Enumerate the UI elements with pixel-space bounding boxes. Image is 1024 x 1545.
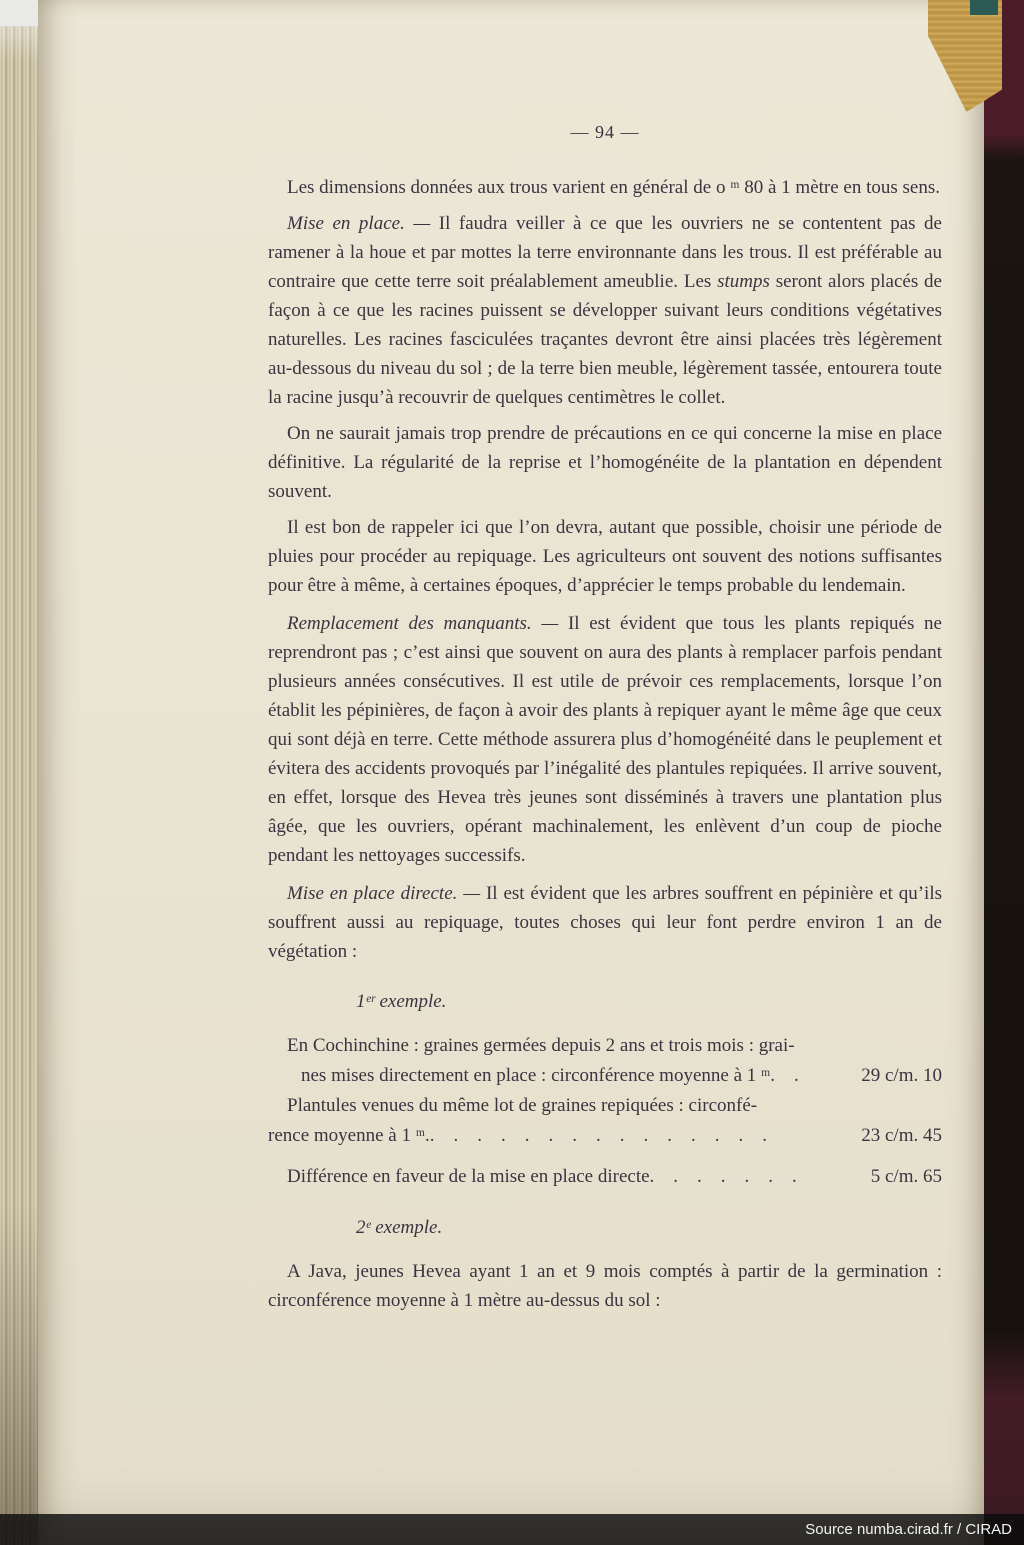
- measure-text: Plantules venues du même lot de graines repiquées : circonfé-: [287, 1095, 758, 1116]
- book-cover-corner-detail: [970, 0, 998, 15]
- example-1-table: [268, 1031, 942, 1192]
- paragraph-lead: Mise en place. —: [287, 213, 439, 234]
- paragraph: [268, 513, 942, 600]
- paragraph-text: On ne saurait jamais trop prendre de précautions en ce qui concerne la mise en place définitive. La régularité de la reprise et l’homogénéite de la plantation en dépendent souvent.: [268, 423, 942, 502]
- paragraph-emphasis: stumps: [717, 271, 770, 292]
- measure-text: nes mises directement en place : circonférence moyenne à 1 ᵐ. .: [301, 1065, 799, 1086]
- example-2-heading: 2ᵉ exemple.: [356, 1217, 443, 1238]
- paragraph: A Java, jeunes Hevea ayant 1 an et 9 mois comptés à partir de la germination : circonférence moyenne à 1 mètre au-dessus du sol :: [268, 1261, 942, 1311]
- paragraph-text: Il faudra veiller à ce que les ouvriers ne se contentent pas de ramener à la houe et par mottes la terre environnante dans les trous. Il est préférable au contraire que cette terre soit préalablement ameublie. Les: [268, 213, 942, 292]
- measure-value: 23 c/m. 45: [861, 1125, 942, 1146]
- paragraph: [268, 609, 942, 870]
- scanner-background-corner: [0, 0, 40, 26]
- page-content: [268, 118, 942, 1322]
- paragraph-text: Il est évident que les arbres souffrent en pépinière et qu’ils souffrent aussi au repiquage, toutes choses qui leur font perdre environ 1 an de végétation :: [268, 883, 942, 962]
- paragraph-text: Il est évident que tous les plants repiqués ne reprendront pas ; c’est ainsi que souvent on aura des plants à remplacer parfois pendant plusieurs années consécutives. Il est utile de prévoir ces remplacements, lorsque l’on établit les pépinières, de façon à avoir des plants à repiquer ayant le même âge que ceux qui sont déjà en terre. Cette méthode assurera plus d’homogénéité dans le peuplement et évitera des accidents provoqués par l’inégalité des plantules repiquées. Il arrive souvent, en effet, lorsque des Hevea très jeunes sont disséminés à travers une plantation plus âgée, que les ouvriers, opérant machinalement, les enlèvent d’un coup de pioche pendant les nettoyages successifs.: [268, 613, 942, 866]
- measure-line: [268, 1061, 942, 1091]
- paragraph: [268, 879, 942, 966]
- measure-value: 29 c/m. 10: [861, 1065, 942, 1086]
- example-1-heading: 1ᵉʳ exemple.: [356, 991, 447, 1012]
- paragraph-text: Les dimensions données aux trous varient en général de o ᵐ 80 à 1 mètre en tous sens.: [287, 177, 941, 198]
- book-cover-right: [984, 0, 1024, 1545]
- measure-value: 5 c/m. 65: [870, 1166, 942, 1187]
- paragraph-text: seront alors placés de façon à ce que les racines puissent se développer suivant leurs conditions végétatives naturelles. Les racines fasciculées traçantes devront être ainsi placées très légèrement au-dessous du niveau du sol ; de la terre bien meuble, légèrement tassée, entourera toute la racine jusqu’à recouvrir de quelques centimètres le collet.: [268, 271, 942, 408]
- source-attribution-bar: [0, 1514, 1024, 1545]
- measure-text: rence moyenne à 1 ᵐ.. . . . . . . . . . . . . . .: [268, 1125, 767, 1146]
- page-number: — 94 —: [570, 122, 640, 142]
- measure-text: Différence en faveur de la mise en place directe. . . . . . .: [287, 1166, 797, 1187]
- measure-line: [268, 1031, 942, 1061]
- paragraph: [268, 173, 942, 202]
- paragraph-lead: Mise en place directe. —: [287, 883, 486, 904]
- paragraph: [268, 419, 942, 506]
- measure-line: [268, 1162, 942, 1192]
- book-pages-edge-left: [0, 0, 38, 1545]
- measure-line: [268, 1121, 942, 1151]
- measure-line: [268, 1091, 942, 1121]
- paragraph-text: Il est bon de rappeler ici que l’on devra, autant que possible, choisir une période de pluies pour procéder au repiquage. Les agriculteurs ont souvent des notions suffisantes pour être à même, à certaines époques, d’apprécier le temps probable du lendemain.: [268, 517, 942, 596]
- source-attribution-text: Source numba.cirad.fr / CIRAD: [805, 1521, 1012, 1538]
- paragraph: [268, 209, 942, 412]
- measure-text: En Cochinchine : graines germées depuis 2 ans et trois mois : grai-: [287, 1035, 795, 1056]
- paragraph-lead: Remplacement des manquants. —: [287, 613, 568, 634]
